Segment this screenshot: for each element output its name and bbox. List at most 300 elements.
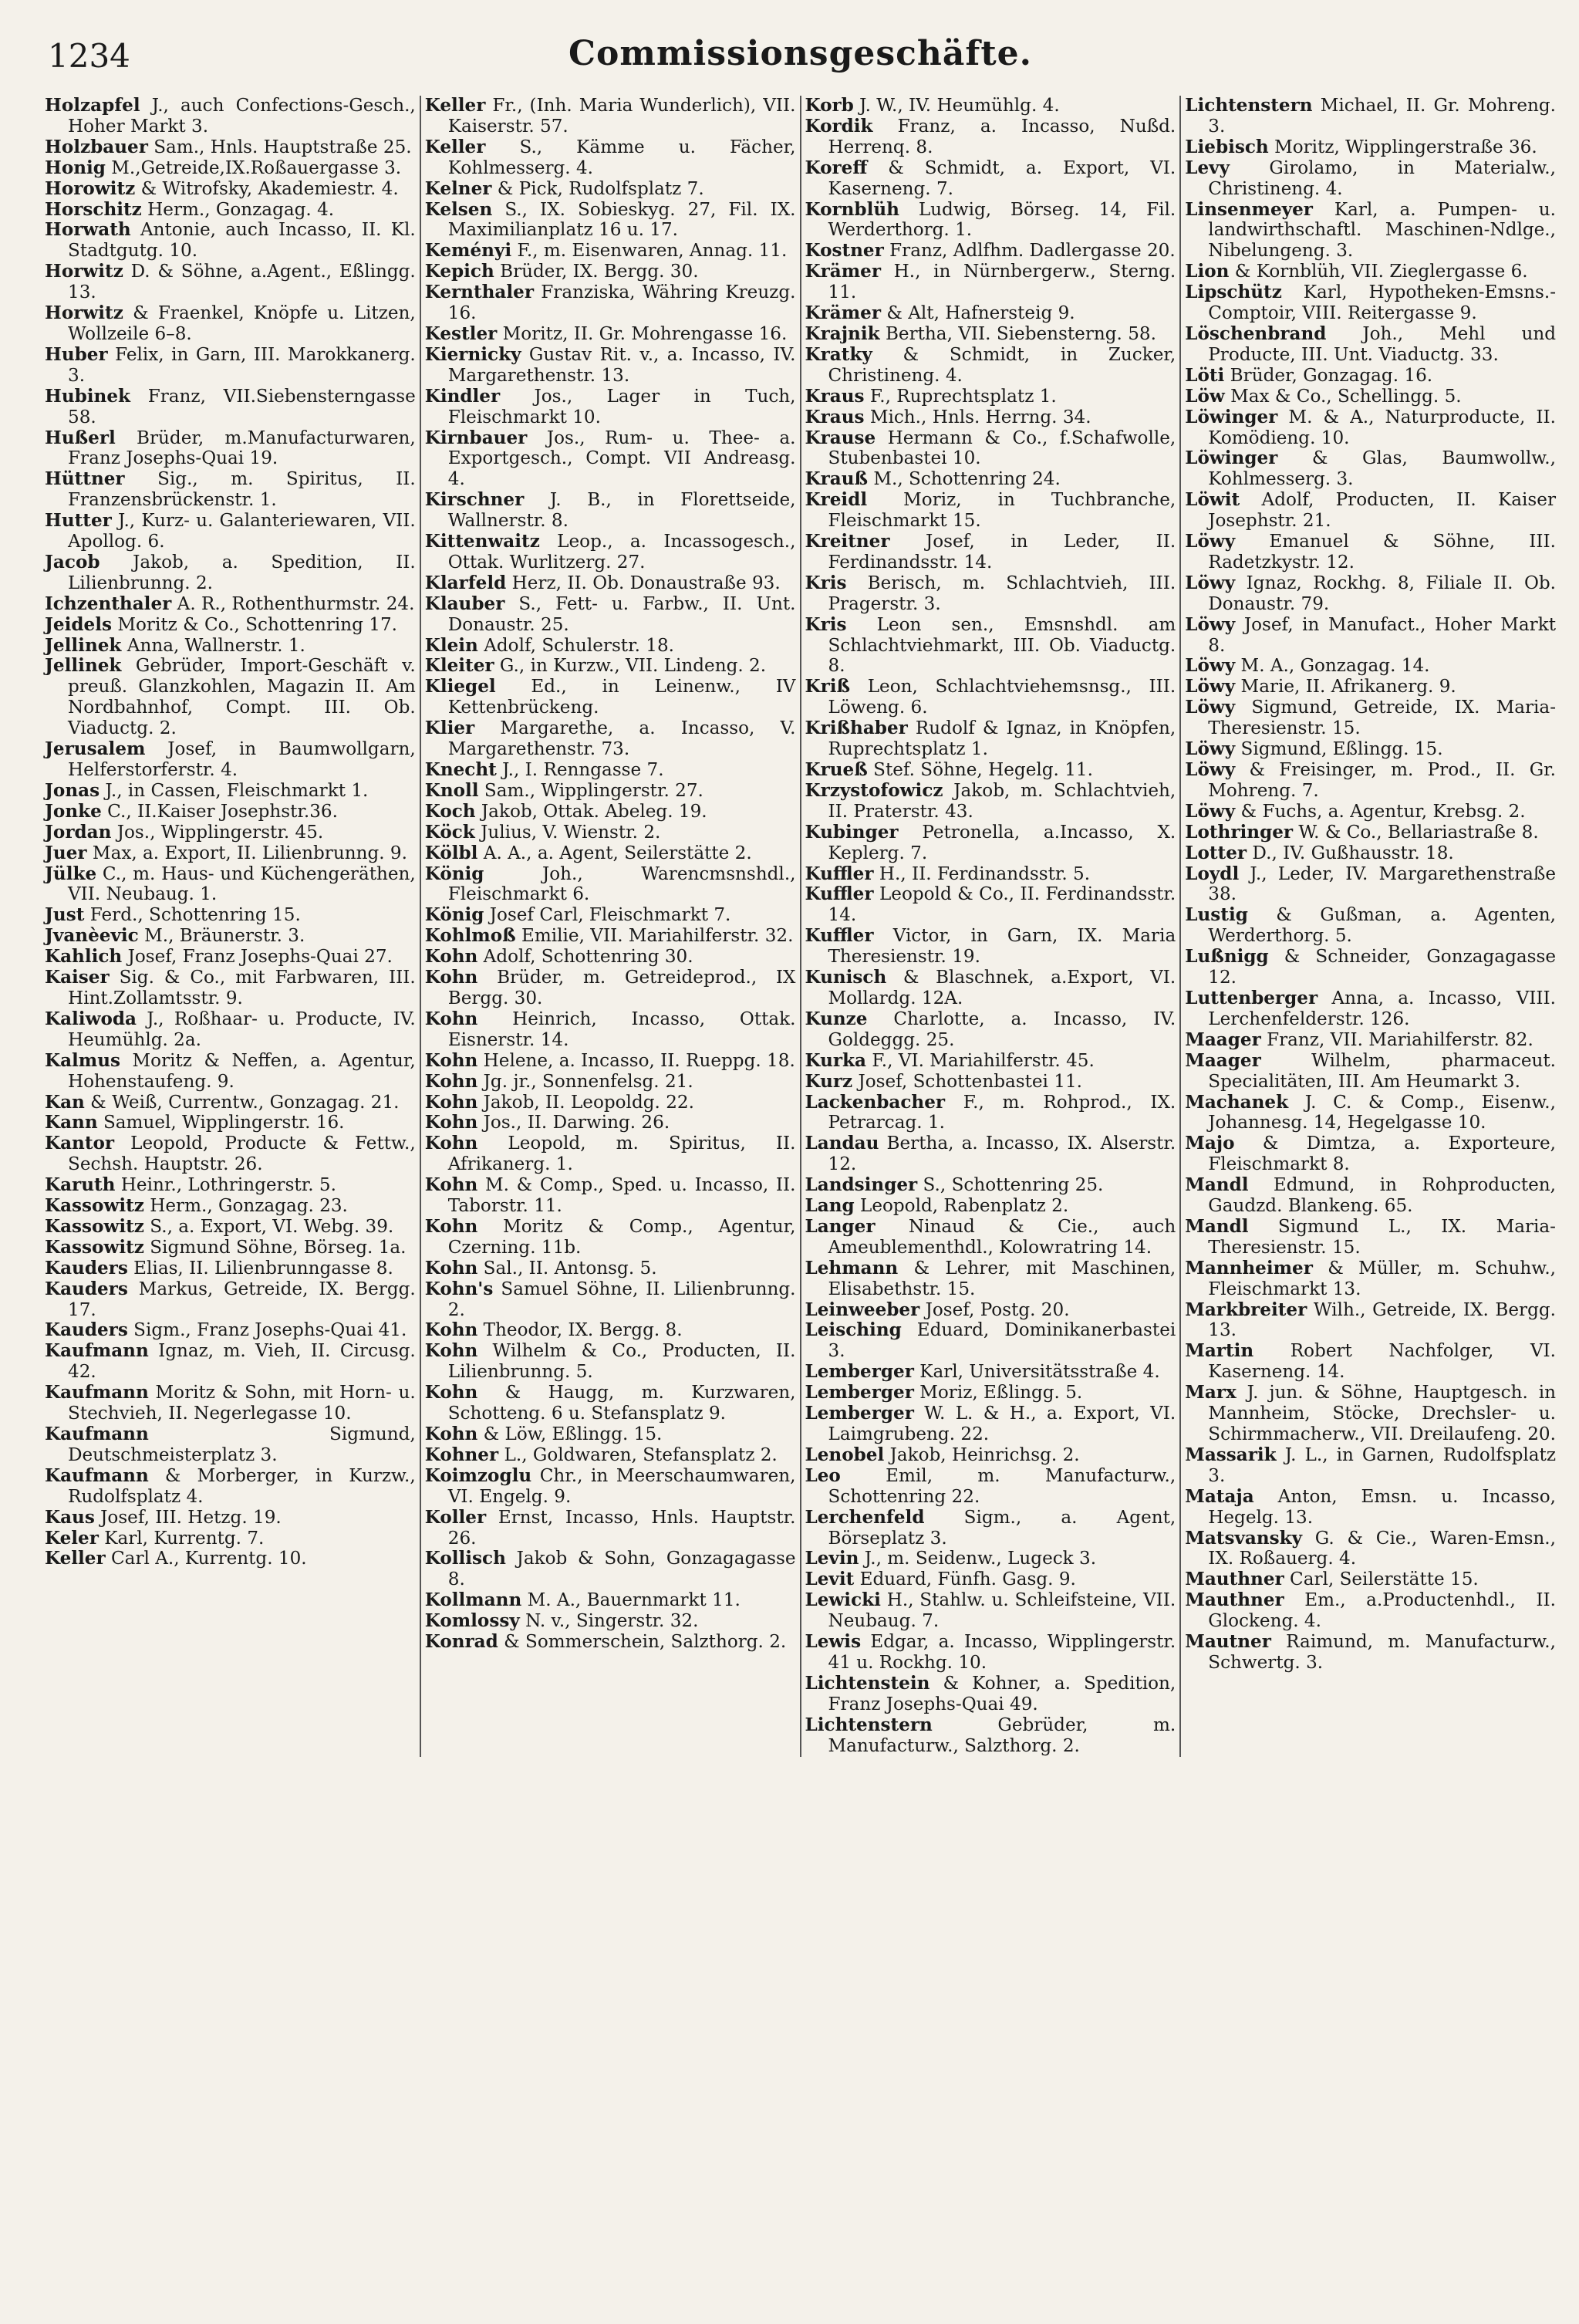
directory-entry [425,1632,796,1653]
entry-details: Robert Nachfolger, VI. Kaserneng. 14. [1208,1341,1556,1383]
directory-entry [45,739,416,781]
entry-name: Klier [424,718,475,739]
entry-details: N. v., Singerstr. 32. [519,1611,699,1632]
entry-name: Kornblüh [805,198,899,220]
entry-name: Mandl [1185,1174,1249,1196]
entry-name: Kuffler [805,883,874,905]
entry-details: Sig., m. Spiritus, II. Franzensbrückenstr. 1. [68,469,416,511]
entry-details: Carl, Seilerstätte 15. [1284,1569,1479,1590]
directory-entry [805,1300,1176,1321]
entry-details: & Sommerschein, Salzthorg. 2. [498,1632,787,1653]
entry-name: Jordan [45,821,112,843]
entry-details: Max, a. Export, II. Lilienbrunng. 9. [86,843,407,863]
directory-entry [425,241,796,262]
directory-entry [1185,1383,1556,1445]
entry-name: Kaiser [45,967,110,988]
entry-name: Horwitz [45,261,123,282]
entry-details: S., Kämme u. Fächer, Kohlmesserg. 4. [447,137,796,178]
entry-name: Krauß [805,468,869,490]
entry-name: Lewis [805,1631,862,1653]
entry-name: Kindler [424,385,501,407]
directory-entry [45,387,416,428]
directory-entry [1185,1030,1556,1051]
entry-details: Raimund, m. Manufacturw., Schwertg. 3. [1208,1632,1556,1673]
directory-entry [45,1093,416,1113]
entry-details: Theodor, IX. Bergg. 8. [477,1320,683,1341]
entry-name: Knecht [424,759,497,780]
entry-name: Kaus [45,1506,95,1528]
directory-entry [805,1051,1176,1072]
entry-name: Kostner [805,240,884,262]
directory-entry [45,469,416,511]
directory-entry [45,1466,416,1508]
entry-name: Mauthner [1185,1569,1284,1590]
directory-entry [45,947,416,968]
entry-details: F., VI. Mariahilferstr. 45. [866,1050,1095,1071]
directory-entry [425,1051,796,1072]
entry-details: & Müller, m. Schuhw., Fleischmarkt 13. [1208,1258,1556,1299]
directory-entry [45,1341,416,1383]
entry-name: Löwinger [1185,448,1278,469]
entry-details: Adolf, Producten, II. Kaiser Josephstr. 21. [1208,490,1556,532]
directory-entry [805,926,1176,968]
entry-name: Kaufmann [45,1340,149,1362]
directory-entry [1185,823,1556,843]
directory-entry [45,1424,416,1466]
directory-entry [425,1508,796,1549]
entry-name: Karuth [45,1174,116,1196]
entry-name: Ichzenthaler [45,593,172,614]
entry-name: Löwy [1185,655,1236,677]
entry-name: Kohn [424,946,478,968]
directory-entry [805,718,1176,760]
directory-entry [805,781,1176,823]
directory-entry [425,532,796,573]
directory-entry [425,96,796,137]
entry-details: H., Stahlw. u. Schleifsteine, VII. Neubaug. 7. [828,1590,1176,1632]
entry-name: Mandl [1185,1215,1249,1237]
entry-details: Brüder, m. Getreideprod., IX Bergg. 30. [447,968,796,1008]
directory-entry [805,760,1176,781]
entry-details: Moriz, in Tuchbranche, Fleischmarkt 15. [828,490,1176,532]
entry-details: Leop., a. Incassogesch., Ottak. Wurlitzerg. 27. [447,532,796,573]
directory-entry [1185,1445,1556,1487]
entry-name: Jonke [45,800,102,822]
directory-entry [805,345,1176,387]
entry-name: Löwy [1185,697,1236,718]
directory-entry [805,1549,1176,1569]
directory-entry [805,407,1176,428]
entry-name: Kunisch [805,967,887,988]
entry-name: Kirschner [424,489,525,511]
directory-entry [1185,988,1556,1030]
entry-name: König [424,904,484,926]
entry-name: Kraus [805,385,865,407]
entry-name: Lipschütz [1185,282,1282,303]
directory-entry [45,968,416,1009]
entry-details: Charlotte, a. Incasso, IV. Goldeggg. 25. [828,1008,1176,1050]
entry-name: Kuffler [805,925,874,947]
entry-name: Just [45,904,85,926]
directory-entry [45,220,416,262]
directory-entry [45,905,416,926]
directory-entry [1185,532,1556,573]
entry-name: Kelsen [424,198,493,220]
directory-entry [1185,1217,1556,1258]
entry-name: Kohn [424,1215,478,1237]
entry-name: Kreidl [805,489,868,511]
directory-entry [45,1508,416,1529]
entry-name: Lemberger [805,1403,914,1424]
entry-details: J. jun. & Söhne, Hauptgesch. in Mannheim, Stöcke, Drechsler- u. Schirmmacherw., VII. Dreilaufeng. 20. [1208,1383,1556,1444]
directory-entry [1185,905,1556,947]
entry-details: Edmund, in Rohproducten, Gaudzd. Blankeng. 65. [1208,1175,1556,1217]
entry-name: Mataja [1185,1485,1254,1507]
directory-entry [45,1549,416,1569]
entry-details: Josef Carl, Fleischmarkt 7. [484,905,731,926]
entry-name: Komlossy [424,1610,520,1632]
directory-entry [1185,407,1556,449]
entry-details: Sigm., Franz Josephs-Quai 41. [127,1320,407,1341]
page-title: Commissionsgeschäfte. [569,34,1032,73]
entry-name: König [424,863,484,884]
entry-name: Lackenbacher [805,1091,946,1113]
entry-details: Elias, II. Lilienbrunngasse 8. [127,1258,393,1279]
entry-name: Lion [1185,261,1230,282]
entry-name: Löw [1185,385,1225,407]
directory-entry [1185,96,1556,137]
entry-name: Kohner [424,1444,499,1465]
entry-name: Holzbauer [45,136,148,157]
directory-entry [45,345,416,387]
entry-details: Ed., in Leinenw., IV Kettenbrückeng. [447,677,796,718]
directory-entry [1185,387,1556,407]
entry-name: Koller [424,1506,487,1528]
entry-name: Martin [1185,1340,1254,1362]
entry-name: Mauthner [1185,1589,1284,1611]
entry-details: Josef, III. Hetzg. 19. [94,1507,282,1528]
entry-details: Leopold, Producte & Fettw., Sechsh. Hauptstr. 26. [68,1133,416,1175]
entry-details: D. & Söhne, a.Agent., Eßlingg. 13. [68,262,416,303]
entry-details: Rudolf & Ignaz, in Knöpfen, Ruprechtsplatz 1. [828,718,1176,760]
directory-entry [805,1093,1176,1134]
entry-name: Kernthaler [424,282,535,303]
directory-entry [805,158,1176,200]
directory-entry [805,1320,1176,1362]
directory-entry [805,1133,1176,1175]
entry-details: J. B., in Florettseide, Wallnerstr. 8. [447,490,796,532]
directory-entry [1185,698,1556,739]
entry-details: Felix, in Garn, III. Marokkanerg. 3. [68,344,416,386]
entry-name: Levit [805,1569,855,1590]
entry-name: Kalmus [45,1049,121,1071]
entry-details: J., Leder, IV. Margarethenstraße 38. [1208,863,1556,905]
entry-details: J. W., IV. Heumühlg. 4. [853,96,1060,116]
directory-entry [805,1569,1176,1590]
directory-entry [45,1133,416,1175]
directory-entry [425,864,796,906]
entry-name: Löwy [1185,531,1236,552]
entry-details: Samuel Söhne, II. Lilienbrunng. 2. [447,1279,796,1320]
entry-details: Leopold & Co., II. Ferdinandsstr. 14. [828,884,1176,926]
directory-entry [45,864,416,906]
entry-name: Lothringer [1185,821,1294,843]
entry-name: Linsenmeyer [1185,198,1313,220]
entry-details: C., m. Haus- und Küchengeräthen, VII. Neubaug. 1. [68,863,416,905]
directory-entry [805,96,1176,117]
entry-details: S., Fett- u. Farbw., II. Unt. Donaustr. 25. [447,593,796,635]
entry-details: Em., a.Productenhdl., II. Glockeng. 4. [1208,1590,1556,1632]
directory-entry [45,303,416,345]
directory-entry [805,573,1176,615]
directory-entry [425,490,796,532]
entry-details: Joh., Warencmsnshdl., Fleischmarkt 6. [447,863,796,905]
entry-name: Kelner [424,177,492,199]
entry-details: Sig. & Co., mit Farbwaren, III. Hint.Zollamtsstr. 9. [68,968,416,1008]
entry-name: Kauders [45,1257,128,1279]
entry-details: Jg. jr., Sonnenfelsg. 21. [477,1071,693,1092]
entry-details: Jos., Wipplingerstr. 45. [111,822,324,843]
entry-details: Jos., Lager in Tuch, Fleischmarkt 10. [447,386,796,427]
directory-entry [805,532,1176,573]
entry-details: & Weiß, Currentw., Gonzagag. 21. [84,1092,400,1113]
entry-name: Kohn [424,1112,478,1133]
entry-details: S., Schottenring 25. [917,1175,1104,1196]
entry-name: Loydl [1185,863,1240,884]
directory-entry [425,1217,796,1258]
directory-entry [805,968,1176,1009]
entry-name: Keler [45,1527,99,1549]
entry-name: Kurz [805,1070,853,1092]
entry-name: Landau [805,1133,879,1154]
directory-entry [1185,1529,1556,1570]
entry-details: Franz, VII. Mariahilferstr. 82. [1260,1029,1533,1050]
entry-name: Lerchenfeld [805,1506,925,1528]
directory-entry [425,1093,796,1113]
entry-details: Sam., Hnls. Hauptstraße 25. [147,137,412,157]
entry-details: H., in Nürnbergerw., Sterng. 11. [828,262,1176,303]
entry-details: D., IV. Gußhausstr. 18. [1247,843,1454,863]
entry-name: Knoll [424,779,479,801]
directory-entry [805,469,1176,490]
entry-name: Kohn [424,1340,478,1362]
entry-details: Margarethe, a. Incasso, V. Margarethenstr. 73. [447,718,796,760]
directory-entry [1185,1258,1556,1300]
entry-name: Krißhaber [805,718,908,739]
directory-entry [425,387,796,428]
directory-entry [425,137,796,179]
entry-details: & Blaschnek, a.Export, VI. Mollardg. 12A. [828,968,1176,1008]
directory-entry [1185,573,1556,615]
entry-name: Kirnbauer [424,427,528,448]
entry-name: Kaufmann [45,1382,149,1404]
entry-name: Kohn [424,1382,478,1404]
entry-details: Julius, V. Wienstr. 2. [474,822,661,843]
directory-entry [425,656,796,677]
directory-entry [425,200,796,242]
directory-entry [805,117,1176,158]
entry-name: Kris [805,572,847,593]
entry-name: Keller [424,95,486,116]
directory-entry [45,1009,416,1051]
directory-entry [425,1133,796,1175]
directory-entry [45,1529,416,1549]
entry-name: Krzystofowicz [805,779,943,801]
entry-details: Jakob, a. Spedition, II. Lilienbrunng. 2. [68,552,416,593]
directory-entry [1185,802,1556,823]
entry-details: Carl A., Kurrentg. 10. [105,1549,307,1569]
directory-entry [45,1383,416,1424]
entry-name: Kassowitz [45,1236,144,1258]
entry-name: Krämer [805,302,881,324]
entry-name: Kassowitz [45,1215,144,1237]
directory-entry [805,1258,1176,1300]
directory-entry [45,262,416,303]
column-3 [805,96,1176,1757]
directory-entry [45,781,416,802]
entry-details: & Kohner, a. Spedition, Franz Josephs-Quai 49. [828,1673,1176,1714]
directory-entry [805,262,1176,303]
page-number: 1234 [48,37,130,75]
entry-details: G. & Cie., Waren-Emsn., IX. Roßauerg. 4. [1208,1528,1556,1569]
directory-entry [1185,677,1556,698]
entry-details: M., Bräunerstr. 3. [138,926,305,947]
entry-details: Jakob & Sohn, Gonzagagasse 8. [447,1549,796,1590]
entry-name: Löschenbrand [1185,323,1327,344]
entry-details: Sigmund, Getreide, IX. Maria-Theresienstr. 15. [1208,698,1556,739]
directory-entry [425,781,796,802]
directory-entry [805,1632,1176,1674]
directory-entry [45,200,416,221]
entry-details: J., Roßhaar- u. Producte, IV. Heumühlg. 2a. [68,1008,416,1050]
entry-details: Jos., II. Darwing. 26. [477,1113,670,1133]
entry-details: Moriz, Eßlingg. 5. [913,1383,1083,1404]
directory-entry [1185,137,1556,158]
entry-details: S., a. Export, VI. Webg. 39. [143,1216,394,1237]
entry-details: Moritz & Comp., Agentur, Czerning. 11b. [447,1216,796,1258]
directory-entry [425,428,796,491]
directory-entry [425,1279,796,1321]
entry-details: Sam., Wipplingerstr. 27. [478,780,703,801]
directory-entry [425,677,796,718]
entry-name: Krajnik [805,323,880,344]
entry-name: Kohn [424,1008,478,1029]
entry-name: Kohn [424,1174,478,1196]
entry-name: Honig [45,157,106,178]
entry-details: Ernst, Incasso, Hnls. Hauptstr. 26. [447,1507,796,1549]
entry-details: Josef, Postg. 20. [919,1299,1070,1320]
entry-details: M. & A., Naturproducte, II. Komödieng. 10. [1208,407,1556,448]
directory-entry [425,1175,796,1217]
entry-details: Mich., Hnls. Herrng. 34. [864,407,1091,427]
entry-name: Huber [45,343,108,365]
entry-details: Moritz, II. Gr. Mohrengasse 16. [497,323,788,344]
directory-entry [805,884,1176,926]
directory-entry [805,1196,1176,1217]
directory-entry [45,594,416,615]
entry-name: Lewicki [805,1589,881,1611]
entry-name: Mannheimer [1185,1257,1313,1279]
directory-entry [425,947,796,968]
entry-name: Kölbl [424,842,478,863]
directory-entry [1185,947,1556,988]
entry-name: Jerusalem [45,738,146,760]
entry-details: Sigmund Söhne, Börseg. 1a. [143,1237,407,1258]
directory-entry [1185,448,1556,490]
directory-entry [1185,262,1556,282]
entry-details: Josef, in Leder, II. Ferdinandsstr. 14. [828,532,1176,573]
entry-details: Wilh., Getreide, IX. Bergg. 13. [1208,1299,1556,1341]
entry-details: F., m. Eisenwaren, Annag. 11. [511,241,788,262]
entry-name: Kuffler [805,863,874,884]
entry-details: Ignaz, Rockhg. 8, Filiale II. Ob. Donaustr. 79. [1208,573,1556,614]
entry-details: Josef, in Manufact., Hoher Markt 8. [1208,614,1556,656]
entry-details: Stef. Söhne, Hegelg. 11. [867,760,1093,780]
entry-name: Lustig [1185,904,1248,926]
entry-details: & Pick, Rudolfsplatz 7. [491,178,704,199]
entry-details: M., Schottenring 24. [868,469,1061,490]
directory-entry [45,179,416,200]
directory-entry [1185,864,1556,906]
column-4 [1185,96,1556,1757]
directory-entry [45,656,416,739]
entry-details: Karl, Hypotheken-Emsns.-Comptoir, VIII. Reitergasse 9. [1208,282,1556,324]
entry-details: W. L. & H., a. Export, VI. Laimgrubeng. 22. [828,1404,1176,1444]
entry-details: Max & Co., Schellingg. 5. [1224,386,1462,407]
entry-details: M. A., Bauernmarkt 11. [521,1590,741,1611]
entry-name: Lang [805,1195,855,1217]
entry-name: Kan [45,1091,85,1113]
entry-details: Antonie, auch Incasso, II. Kl. Stadtgutg. 10. [68,220,416,262]
entry-details: C., II.Kaiser Josephstr.36. [101,801,338,822]
entry-name: Kraus [805,406,865,427]
entry-name: Lemberger [805,1361,914,1383]
entry-name: Löwy [1185,800,1236,822]
entry-details: Gebrüder, m. Manufacturw., Salzthorg. 2. [828,1714,1176,1756]
directory-entry [1185,656,1556,677]
entry-details: Bertha, a. Incasso, IX. Alserstr. 12. [828,1133,1176,1175]
directory-entry [805,1175,1176,1196]
entry-details: Ferd., Schottenring 15. [84,905,301,926]
entry-details: & Haugg, m. Kurzwaren, Schotteng. 6 u. Stefansplatz 9. [447,1383,796,1424]
directory-entry [425,718,796,760]
entry-details: & Glas, Baumwollw., Kohlmesserg. 3. [1208,448,1556,490]
entry-name: Jonas [45,779,100,801]
entry-details: Moritz, Wipplingerstraße 36. [1268,137,1537,157]
entry-name: Kaliwoda [45,1008,137,1029]
entry-name: Kohn [424,1091,478,1113]
entry-name: Landsinger [805,1174,918,1196]
entry-details: & Schmidt, in Zucker, Christineng. 4. [828,344,1176,386]
entry-name: Lußnigg [1185,946,1269,968]
entry-name: Kantor [45,1133,115,1154]
entry-name: Holzapfel [45,95,140,116]
entry-details: Fr., (Inh. Maria Wunderlich), VII. Kaiserstr. 57. [447,96,796,137]
directory-entry [425,760,796,781]
entry-name: Levy [1185,157,1230,178]
entry-details: Heinr., Lothringerstr. 5. [115,1175,336,1196]
entry-name: Kann [45,1112,98,1133]
entry-details: Anton, Emsn. u. Incasso, Hegelg. 13. [1208,1486,1556,1528]
entry-name: Kepich [424,261,494,282]
entry-details: & Schmidt, a. Export, VI. Kaserneng. 7. [828,157,1176,199]
entry-name: Kohlmoß [424,925,516,947]
directory-entry [425,324,796,345]
entry-details: Ignaz, m. Vieh, II. Circusg. 42. [68,1341,416,1383]
directory-entry [45,1217,416,1238]
directory-entry [805,303,1176,324]
directory-entry [425,968,796,1009]
